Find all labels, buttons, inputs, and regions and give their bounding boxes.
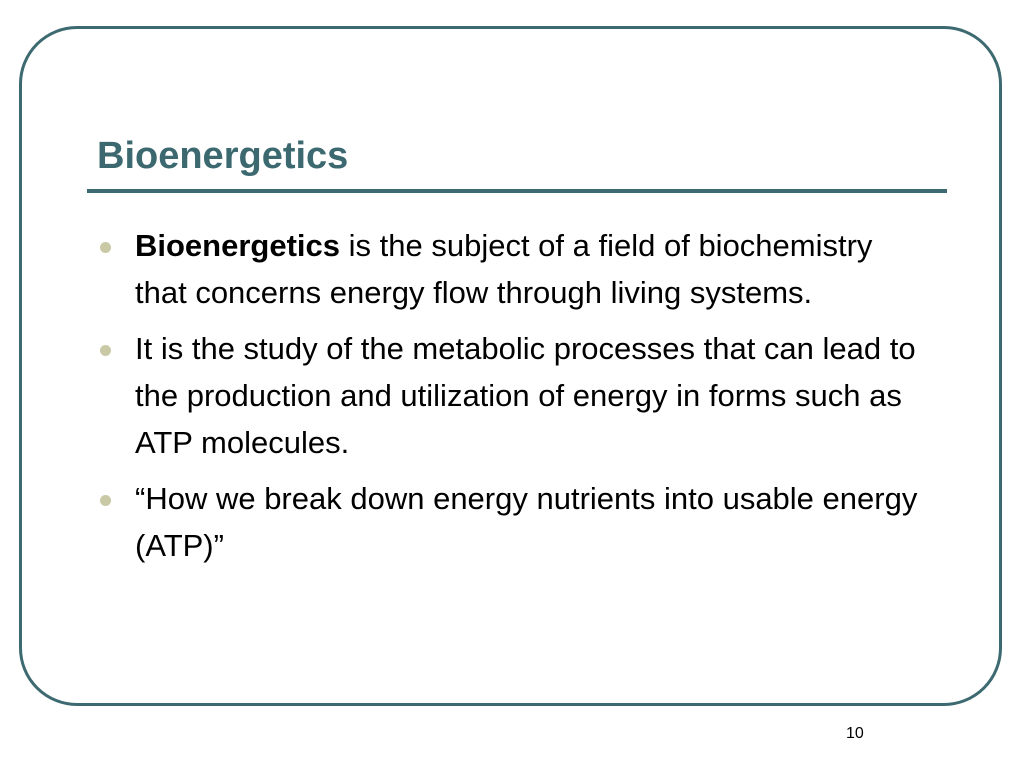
title-divider (87, 189, 947, 193)
bullet-item-quote (97, 475, 927, 569)
bullet-term: Bioenergetics (135, 228, 341, 263)
bullet-dot-icon (100, 495, 111, 506)
page-number: 10 (846, 725, 864, 742)
bullet-dot-icon (100, 345, 111, 356)
bullet-text: “How we break down energy nutrients into usable energy (ATP)” (135, 481, 918, 563)
slide-title: Bioenergetics (97, 135, 349, 177)
bullet-text: is the subject of a field of biochemistry that concerns energy flow through living systems. (135, 228, 873, 310)
bullet-dot-icon (100, 242, 111, 253)
bullet-text: It is the study of the metabolic processes that can lead to the production and utilization of energy in forms such as ATP molecules. (135, 331, 916, 460)
bullet-list (97, 222, 927, 578)
bullet-item-metabolic-processes (97, 325, 927, 466)
bullet-item-bioenergetics-definition (97, 222, 927, 316)
